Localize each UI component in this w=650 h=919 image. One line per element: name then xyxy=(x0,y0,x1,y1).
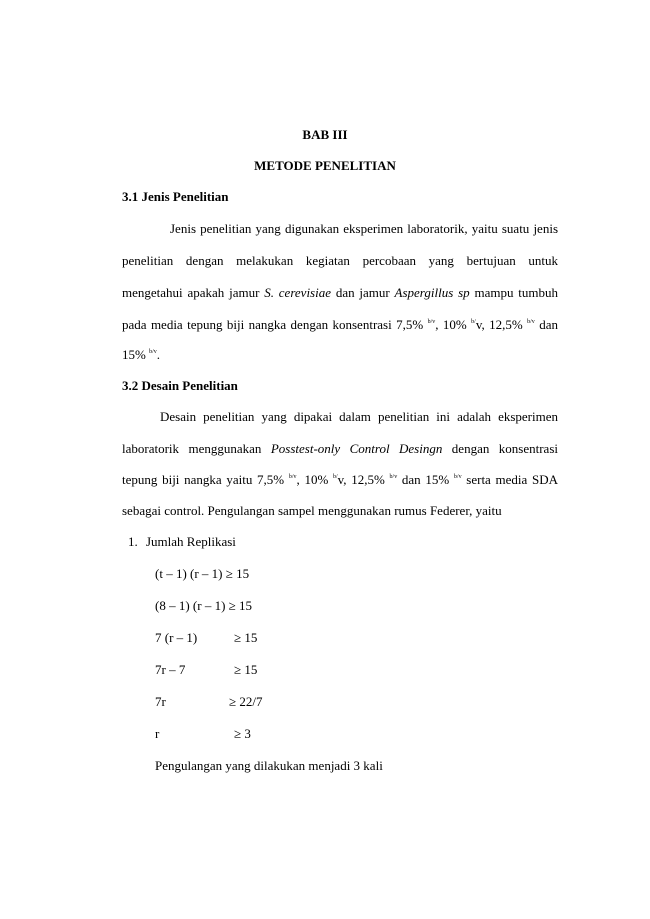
paragraph-line: 15% $^{b/v}$. xyxy=(122,347,161,362)
design-name: Posstest-only Control Desingn xyxy=(270,441,443,456)
paragraph-line: pada media tepung biji nangka dengan konsentrasi 7,5% $^{b/v}$, 10% $^{b/}$v, 12,5% $^{b/v}$ dan xyxy=(122,317,558,332)
species-name: S. cerevisiae xyxy=(264,285,331,300)
section-heading-desain-penelitian: 3.2 Desain Penelitian xyxy=(122,378,238,393)
list-item-label: Jumlah Replikasi xyxy=(146,534,236,549)
paragraph-line: sebagai control. Pengulangan sampel menggunakan rumus Federer, yaitu xyxy=(122,503,502,518)
paragraph-line: tepung biji nangka yaitu 7,5% $^{b/v}$, 10% $^{b/}$v, 12,5% $^{b/v}$ dan 15% $^{b/v}$ serta media SDA xyxy=(122,472,558,487)
chapter-label: BAB III xyxy=(302,127,348,142)
formula-row: (t – 1) (r – 1) ≥ 15 xyxy=(155,566,250,581)
paragraph-line: penelitian dengan melakukan kegiatan percobaan yang bertujuan untuk xyxy=(122,253,558,268)
conclusion-text: Pengulangan yang dilakukan menjadi 3 kali xyxy=(155,758,383,773)
paragraph-line: laboratorik menggunakan Posstest-only Control Desingn dengan konsentrasi xyxy=(122,441,558,456)
formula-row: (8 – 1) (r – 1) ≥ 15 xyxy=(155,598,253,613)
document-page: BAB III METODE PENELITIAN 3.1 Jenis Penelitian Jenis penelitian yang digunakan eksperimen laboratorik, yaitu suatu jenis penelitian dengan melakukan kegiatan percobaan yang bertujuan untuk mengetahui apakah jamur S. cerevisiae dan jamur Aspergillus sp mampu tumbuh pada media tepung biji nangka dengan konsentrasi 7,5% $^{b/v}$, 10% $^{b/}$v, 12,5% $^{b/v}$ dan 15% $^{b/v}$. 3.2 Desain Penelitian Desain penelitian yang dipakai dalam penelitian ini adalah eksperimen laboratorik menggunakan Posstest-only Control Desingn dengan konsentrasi tepung biji nangka yaitu 7,5% $^{b/v}$, 10% $^{b/}$v, 12,5% $^{b/v}$ dan 15% $^{b/v}$ serta media SDA sebagai control. Pengulangan sampel menggunakan rumus Federer, yaitu 1. Jumlah Replikasi (t – 1) (r – 1) ≥ 15 (8 – 1) (r – 1) ≥ 15 7 (r – 1) ≥ 15 7r – 7 ≥ 15 7r ≥ 22/7 r ≥ 3 Pengulangan yang dilakukan menjadi 3 kali xyxy=(0,0,650,919)
chapter-title: METODE PENELITIAN xyxy=(254,158,396,173)
list-number: 1. xyxy=(128,534,138,549)
species-name: Aspergillus sp xyxy=(394,285,470,300)
paragraph-line: Jenis penelitian yang digunakan eksperimen laboratorik, yaitu suatu jenis xyxy=(170,221,558,236)
section-heading-jenis-penelitian: 3.1 Jenis Penelitian xyxy=(122,189,229,204)
paragraph-line: Desain penelitian yang dipakai dalam penelitian ini adalah eksperimen xyxy=(160,409,558,424)
paragraph-line: mengetahui apakah jamur S. cerevisiae dan jamur Aspergillus sp mampu tumbuh xyxy=(122,285,558,300)
